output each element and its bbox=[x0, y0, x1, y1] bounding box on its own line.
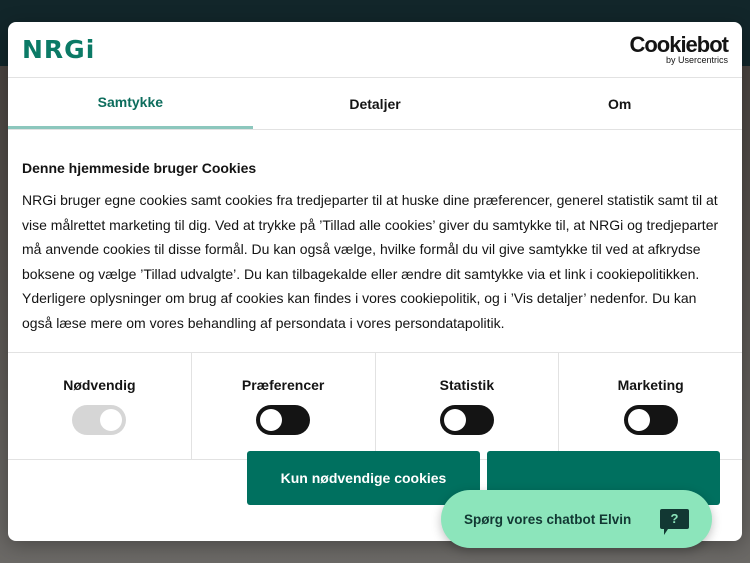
category-label: Nødvendig bbox=[63, 377, 136, 393]
category-preferences bbox=[192, 353, 376, 459]
tab-samtykke[interactable]: Samtykke bbox=[8, 78, 253, 129]
tab-om[interactable]: Om bbox=[608, 95, 632, 112]
category-statistics bbox=[376, 353, 560, 459]
consent-body bbox=[8, 130, 742, 353]
category-necessary bbox=[8, 353, 192, 459]
toggle-necessary bbox=[72, 405, 126, 435]
chat-question-icon: ? bbox=[660, 509, 689, 529]
category-label: Præferencer bbox=[241, 377, 325, 393]
cookiebot-subtitle: by Usercentrics bbox=[665, 55, 728, 65]
tab-bar bbox=[8, 78, 742, 130]
toggle-marketing[interactable] bbox=[624, 405, 678, 435]
toggle-preferences[interactable] bbox=[256, 405, 310, 435]
toggle-statistics[interactable] bbox=[440, 405, 494, 435]
category-marketing bbox=[559, 353, 742, 459]
category-label: Statistik bbox=[439, 377, 495, 393]
consent-text: NRGi bruger egne cookies samt cookies fra tredjeparter til at huske dine præferencer, generel statistik samt til at vise målrettet marketing til dig. Ved at trykke på ’Tillad alle cookies’ giver du samtykke til, at NRGi og tredjeparter må anvende cookies til disse formål. Du kan også vælge, hvilke formål du vil give samtykke til ved at afkrydse boksene og vælge ’Tillad udvalgte’. Du kan tilbagekalde eller ændre dit samtykke via et link i cookiepolitikken. Yderligere oplysninger om brug af cookies kan findes i vores cookiepolitik, og i ’Vis detaljer’ nedenfor. Du kan også læse mere om vores behandling af persondata i vores persondatapolitik. bbox=[22, 192, 719, 331]
cookiebot-logo[interactable] bbox=[629, 34, 728, 65]
chatbot-label: Spørg vores chatbot Elvin bbox=[464, 511, 632, 527]
tab-detaljer[interactable]: Detaljer bbox=[349, 95, 401, 112]
dialog-header bbox=[8, 22, 742, 78]
necessary-only-button[interactable]: Kun nødvendige cookies bbox=[247, 451, 480, 505]
nrgi-logo: NRGi bbox=[22, 35, 96, 64]
cookie-categories bbox=[8, 353, 742, 460]
consent-title: Denne hjemmeside bruger Cookies bbox=[22, 160, 257, 176]
cookiebot-title: Cookiebot bbox=[629, 32, 728, 57]
chatbot-button[interactable] bbox=[441, 490, 712, 548]
category-label: Marketing bbox=[617, 377, 684, 393]
